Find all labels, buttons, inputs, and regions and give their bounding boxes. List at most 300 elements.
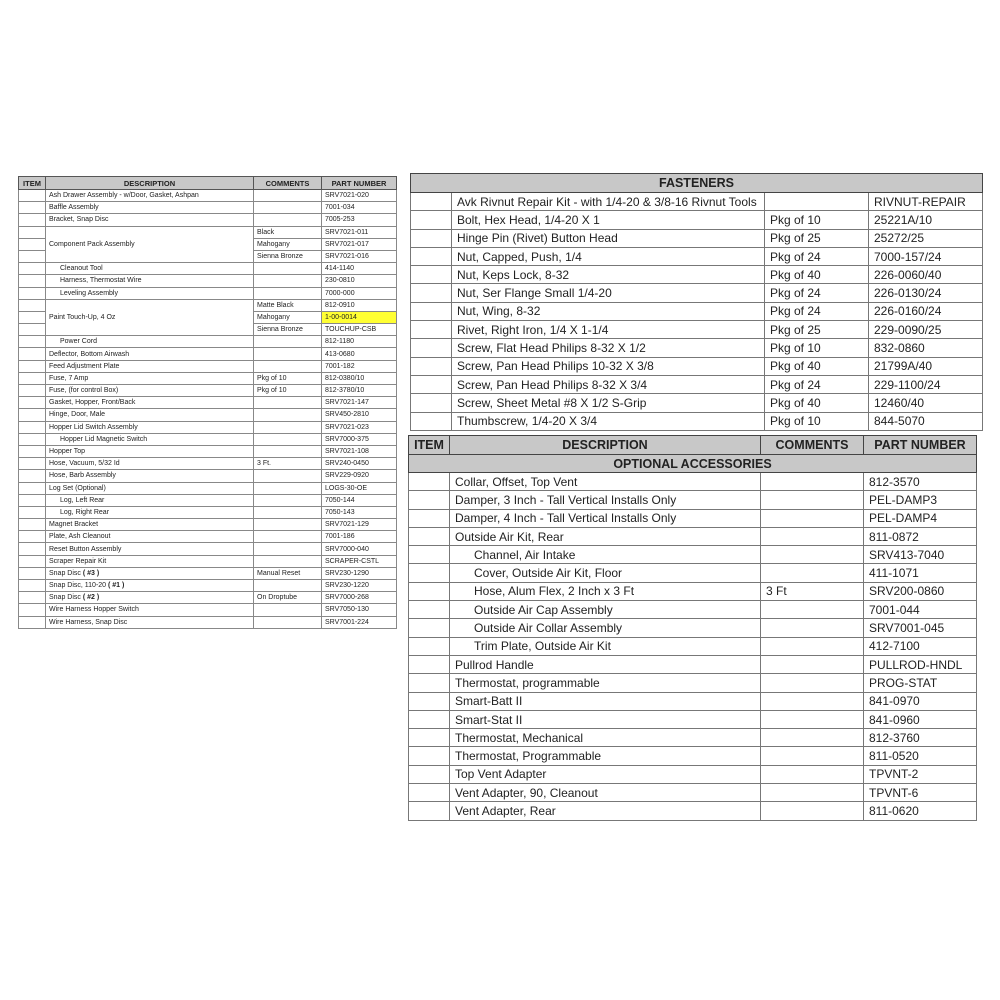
part-number-cell: 12460/40 [869, 394, 983, 412]
table-row [409, 546, 977, 564]
header-description: DESCRIPTION [450, 436, 761, 455]
item-cell [19, 580, 46, 592]
part-number-cell: 7001-044 [864, 601, 977, 619]
table-row [19, 506, 397, 518]
comment-cell: On Droptube [254, 592, 322, 604]
description-cell [46, 287, 254, 299]
item-cell [19, 336, 46, 348]
part-number-cell: SRV7021-020 [322, 190, 397, 202]
table-row [19, 555, 397, 567]
description-text: Bracket, Snap Disc [49, 216, 109, 224]
comment-cell [254, 263, 322, 275]
table-row [19, 458, 397, 470]
description-text: Deflector, Bottom Airwash [49, 350, 130, 358]
description-cell [46, 409, 254, 421]
comment-cell [254, 190, 322, 202]
comment-cell: Pkg of 25 [765, 321, 869, 339]
description-cell [46, 543, 254, 555]
description-cell [46, 263, 254, 275]
table-row [19, 604, 397, 616]
table-row [409, 491, 977, 509]
description-cell: Nut, Wing, 8-32 [452, 302, 765, 320]
comment-cell [761, 784, 864, 802]
part-number-cell: SRV200-0860 [864, 582, 977, 600]
comment-cell: Mahogany [254, 238, 322, 250]
part-number-cell: 841-0970 [864, 692, 977, 710]
optional-title: OPTIONAL ACCESSORIES [409, 455, 977, 473]
description-cell: Nut, Capped, Push, 1/4 [452, 247, 765, 265]
comment-cell: Pkg of 10 [254, 372, 322, 384]
disc-number: ( #2 ) [82, 594, 100, 602]
item-cell [19, 324, 46, 336]
description-cell [46, 506, 254, 518]
description-cell [46, 397, 254, 409]
comment-cell: Pkg of 40 [765, 357, 869, 375]
table-row [19, 519, 397, 531]
comment-cell [761, 509, 864, 527]
item-cell [409, 473, 450, 491]
header-description: DESCRIPTION [46, 177, 254, 190]
part-number-cell: PROG-STAT [864, 674, 977, 692]
comment-cell [761, 765, 864, 783]
item-cell [19, 311, 46, 323]
table-row [19, 421, 397, 433]
comment-cell: Pkg of 24 [765, 284, 869, 302]
table-row [19, 372, 397, 384]
item-cell [19, 506, 46, 518]
description-text: Harness, Thermostat Wire [60, 277, 142, 285]
comment-cell [761, 692, 864, 710]
parts-table-body [19, 190, 397, 629]
header-item: ITEM [409, 436, 450, 455]
item-cell [409, 674, 450, 692]
description-cell [46, 616, 254, 628]
item-cell [19, 421, 46, 433]
comment-cell [254, 214, 322, 226]
table-row [411, 394, 983, 412]
description-cell [46, 299, 254, 336]
description-cell [46, 348, 254, 360]
item-cell [19, 470, 46, 482]
table-row [409, 637, 977, 655]
header-part-number: PART NUMBER [864, 436, 977, 455]
item-cell [411, 394, 452, 412]
part-number-cell: 812-3780/10 [322, 385, 397, 397]
item-cell [19, 458, 46, 470]
item-cell [411, 193, 452, 211]
item-cell [19, 190, 46, 202]
table-row [19, 494, 397, 506]
table-row [19, 470, 397, 482]
part-number-cell: SRV450-2810 [322, 409, 397, 421]
comment-cell: Pkg of 10 [765, 211, 869, 229]
part-number-cell: 811-0620 [864, 802, 977, 820]
item-cell [409, 619, 450, 637]
item-cell [411, 284, 452, 302]
part-number-cell: 811-0520 [864, 747, 977, 765]
comment-cell: Black [254, 226, 322, 238]
description-cell [46, 226, 254, 263]
comment-cell [765, 193, 869, 211]
table-row [19, 275, 397, 287]
table-row [409, 655, 977, 673]
item-cell [19, 360, 46, 372]
table-row [409, 619, 977, 637]
comment-cell: Pkg of 10 [765, 339, 869, 357]
item-cell [19, 348, 46, 360]
description-cell: Bolt, Hex Head, 1/4-20 X 1 [452, 211, 765, 229]
table-row [19, 567, 397, 579]
part-number-cell: 226-0160/24 [869, 302, 983, 320]
part-number-cell: PEL-DAMP4 [864, 509, 977, 527]
comment-cell [761, 729, 864, 747]
description-text: Log, Left Rear [60, 496, 105, 504]
table-row [19, 543, 397, 555]
table-row [19, 287, 397, 299]
item-cell [411, 375, 452, 393]
comment-cell [254, 604, 322, 616]
comment-cell [761, 710, 864, 728]
description-cell: Nut, Keps Lock, 8-32 [452, 266, 765, 284]
description-cell: Top Vent Adapter [450, 765, 761, 783]
part-number-cell: SRV7021-023 [322, 421, 397, 433]
item-cell [19, 445, 46, 457]
part-number-cell: SRV229-0920 [322, 470, 397, 482]
description-cell: Screw, Pan Head Philips 8-32 X 3/4 [452, 375, 765, 393]
part-number-cell: SRV7021-129 [322, 519, 397, 531]
description-cell: Screw, Flat Head Philips 8-32 X 1/2 [452, 339, 765, 357]
table-row [409, 674, 977, 692]
item-cell [19, 202, 46, 214]
comment-cell: Manual Reset [254, 567, 322, 579]
part-number-cell: TPVNT-6 [864, 784, 977, 802]
table-row [19, 226, 397, 238]
comment-cell [254, 494, 322, 506]
part-number-cell: 832-0860 [869, 339, 983, 357]
comment-cell [254, 519, 322, 531]
description-cell: Cover, Outside Air Kit, Floor [450, 564, 761, 582]
part-number-cell: 844-5070 [869, 412, 983, 430]
description-cell [46, 482, 254, 494]
comment-cell [254, 543, 322, 555]
part-number-cell: SRV7000-375 [322, 433, 397, 445]
part-number-cell: SRV7001-045 [864, 619, 977, 637]
item-cell [409, 747, 450, 765]
item-cell [409, 509, 450, 527]
item-cell [19, 299, 46, 311]
description-cell [46, 555, 254, 567]
table-row [409, 765, 977, 783]
table-row [409, 582, 977, 600]
parts-table [18, 176, 397, 629]
item-cell [19, 372, 46, 384]
description-text: Component Pack Assembly [49, 240, 135, 248]
table-row [409, 692, 977, 710]
comment-cell [254, 275, 322, 287]
description-cell [46, 445, 254, 457]
description-text: Wire Harness, Snap Disc [49, 618, 128, 626]
description-cell [46, 336, 254, 348]
table-row [409, 527, 977, 545]
part-number-cell: 812-0380/10 [322, 372, 397, 384]
comment-cell [761, 601, 864, 619]
item-cell [409, 491, 450, 509]
fasteners-title-row [411, 174, 983, 193]
comment-cell [761, 564, 864, 582]
description-text: Snap Disc [49, 594, 83, 602]
item-cell [19, 397, 46, 409]
part-number-cell: 226-0130/24 [869, 284, 983, 302]
comment-cell: Pkg of 10 [254, 385, 322, 397]
comment-cell [254, 555, 322, 567]
table-row [19, 445, 397, 457]
table-row [411, 284, 983, 302]
part-number-cell: LOGS-30-OE [322, 482, 397, 494]
table-row [409, 802, 977, 820]
table-row [411, 193, 983, 211]
table-row [19, 202, 397, 214]
table-row [409, 784, 977, 802]
comment-cell [761, 637, 864, 655]
table-row [411, 357, 983, 375]
optional-header [409, 436, 977, 455]
optional-title-row [409, 455, 977, 473]
comment-cell [254, 336, 322, 348]
part-number-cell: SRV7021-017 [322, 238, 397, 250]
part-number-cell: TOUCHUP-CSB [322, 324, 397, 336]
header-comments: COMMENTS [254, 177, 322, 190]
description-cell: Hose, Alum Flex, 2 Inch x 3 Ft [450, 582, 761, 600]
table-row [411, 321, 983, 339]
description-text: Paint Touch-Up, 4 Oz [49, 313, 116, 321]
part-number-cell: 25221A/10 [869, 211, 983, 229]
item-cell [409, 729, 450, 747]
part-number-cell: 411-1071 [864, 564, 977, 582]
description-cell [46, 494, 254, 506]
item-cell [19, 604, 46, 616]
item-cell [19, 250, 46, 262]
description-text: Plate, Ash Cleanout [49, 533, 111, 541]
description-text: Log, Right Rear [60, 508, 110, 516]
comment-cell [254, 348, 322, 360]
description-cell: Avk Rivnut Repair Kit - with 1/4-20 & 3/8-16 Rivnut Tools [452, 193, 765, 211]
item-cell [409, 765, 450, 783]
comment-cell: Pkg of 24 [765, 247, 869, 265]
table-row [411, 412, 983, 430]
description-text: Hopper Top [49, 448, 86, 456]
description-cell: Outside Air Collar Assembly [450, 619, 761, 637]
table-row [19, 616, 397, 628]
description-cell [46, 531, 254, 543]
header-item: ITEM [19, 177, 46, 190]
description-cell: Smart-Stat II [450, 710, 761, 728]
item-cell [409, 802, 450, 820]
part-number-cell: 413-0680 [322, 348, 397, 360]
comment-cell: Pkg of 40 [765, 394, 869, 412]
table-row [19, 592, 397, 604]
disc-number: ( #1 ) [108, 582, 125, 590]
description-cell [46, 190, 254, 202]
description-cell [46, 372, 254, 384]
description-text: Scraper Repair Kit [49, 557, 107, 565]
part-number-cell: 229-0090/25 [869, 321, 983, 339]
description-text: Baffle Assembly [49, 204, 99, 212]
table-row [409, 601, 977, 619]
description-cell: Thermostat, programmable [450, 674, 761, 692]
description-cell: Screw, Pan Head Philips 10-32 X 3/8 [452, 357, 765, 375]
item-cell [19, 287, 46, 299]
table-row [19, 348, 397, 360]
table-row [19, 385, 397, 397]
description-cell: Vent Adapter, 90, Cleanout [450, 784, 761, 802]
comment-cell [761, 491, 864, 509]
optional-table-body [409, 473, 977, 821]
comment-cell [254, 433, 322, 445]
part-number-cell: RIVNUT-REPAIR [869, 193, 983, 211]
table-row [411, 211, 983, 229]
item-cell [19, 263, 46, 275]
comment-cell [254, 470, 322, 482]
table-row [19, 360, 397, 372]
description-text: Hinge, Door, Male [49, 411, 106, 419]
item-cell [19, 531, 46, 543]
part-number-cell: SRV7021-016 [322, 250, 397, 262]
table-row [19, 299, 397, 311]
comment-cell [761, 655, 864, 673]
description-cell [46, 421, 254, 433]
part-number-cell: SRV7021-108 [322, 445, 397, 457]
description-cell: Thumbscrew, 1/4-20 X 3/4 [452, 412, 765, 430]
description-cell: Trim Plate, Outside Air Kit [450, 637, 761, 655]
part-number-cell: 812-3570 [864, 473, 977, 491]
comment-cell: Mahogany [254, 311, 322, 323]
item-cell [19, 214, 46, 226]
description-cell: Thermostat, Programmable [450, 747, 761, 765]
comment-cell: Pkg of 25 [765, 229, 869, 247]
part-number-cell: 812-3760 [864, 729, 977, 747]
comment-cell [761, 802, 864, 820]
table-row [411, 339, 983, 357]
table-row [411, 229, 983, 247]
description-cell: Vent Adapter, Rear [450, 802, 761, 820]
description-text: Hose, Vacuum, 5/32 Id [49, 460, 120, 468]
comment-cell [254, 397, 322, 409]
item-cell [409, 527, 450, 545]
description-cell: Collar, Offset, Top Vent [450, 473, 761, 491]
item-cell [409, 601, 450, 619]
item-cell [411, 247, 452, 265]
description-text: Cleanout Tool [60, 265, 103, 273]
comment-cell [761, 546, 864, 564]
table-row [19, 336, 397, 348]
table-row [409, 747, 977, 765]
comment-cell [254, 616, 322, 628]
part-number-cell: 226-0060/40 [869, 266, 983, 284]
description-text: Feed Adjustment Plate [49, 362, 120, 370]
fasteners-table [410, 173, 983, 431]
part-number-cell: SCRAPER-CSTL [322, 555, 397, 567]
description-cell: Smart-Batt II [450, 692, 761, 710]
description-text: Hose, Barb Assembly [49, 472, 116, 480]
item-cell [19, 238, 46, 250]
description-cell [46, 275, 254, 287]
table-row [411, 302, 983, 320]
header-comments: COMMENTS [761, 436, 864, 455]
description-cell: Outside Air Kit, Rear [450, 527, 761, 545]
item-cell [411, 302, 452, 320]
table-row [19, 409, 397, 421]
description-text: Log Set (Optional) [49, 484, 106, 492]
comment-cell: 3 Ft [761, 582, 864, 600]
item-cell [409, 582, 450, 600]
part-number-cell: SRV7000-268 [322, 592, 397, 604]
description-text: Reset Button Assembly [49, 545, 122, 553]
item-cell [19, 494, 46, 506]
table-row [411, 266, 983, 284]
part-number-cell: 414-1140 [322, 263, 397, 275]
table-row [19, 397, 397, 409]
item-cell [19, 433, 46, 445]
part-number-cell: 7001-182 [322, 360, 397, 372]
description-cell: Rivet, Right Iron, 1/4 X 1-1/4 [452, 321, 765, 339]
comment-cell: Pkg of 24 [765, 375, 869, 393]
part-number-cell: PEL-DAMP3 [864, 491, 977, 509]
description-cell [46, 592, 254, 604]
comment-cell [254, 360, 322, 372]
comment-cell: Pkg of 40 [765, 266, 869, 284]
table-row [409, 564, 977, 582]
table-row [19, 482, 397, 494]
item-cell [19, 226, 46, 238]
comment-cell: Sienna Bronze [254, 324, 322, 336]
part-number-cell: SRV413-7040 [864, 546, 977, 564]
comment-cell [254, 409, 322, 421]
part-number-cell: 841-0960 [864, 710, 977, 728]
item-cell [19, 275, 46, 287]
item-cell [409, 692, 450, 710]
table-row [409, 509, 977, 527]
table-row [19, 214, 397, 226]
comment-cell: Sienna Bronze [254, 250, 322, 262]
description-cell [46, 519, 254, 531]
item-cell [19, 409, 46, 421]
description-cell [46, 385, 254, 397]
item-cell [411, 211, 452, 229]
part-number-cell: 7005-253 [322, 214, 397, 226]
part-number-cell: TPVNT-2 [864, 765, 977, 783]
item-cell [409, 564, 450, 582]
description-cell [46, 433, 254, 445]
item-cell [409, 710, 450, 728]
table-row [19, 580, 397, 592]
description-cell: Outside Air Cap Assembly [450, 601, 761, 619]
item-cell [411, 266, 452, 284]
comment-cell [254, 580, 322, 592]
comment-cell [761, 527, 864, 545]
description-text: Ash Drawer Assembly - w/Door, Gasket, Ashpan [49, 192, 199, 200]
description-cell [46, 604, 254, 616]
part-number-cell: PULLROD-HNDL [864, 655, 977, 673]
description-cell: Pullrod Handle [450, 655, 761, 673]
part-number-cell: 230-0810 [322, 275, 397, 287]
comment-cell [761, 619, 864, 637]
item-cell [409, 655, 450, 673]
item-cell [411, 357, 452, 375]
table-row [409, 729, 977, 747]
item-cell [19, 555, 46, 567]
part-number-cell: 7000-157/24 [869, 247, 983, 265]
table-row [19, 263, 397, 275]
